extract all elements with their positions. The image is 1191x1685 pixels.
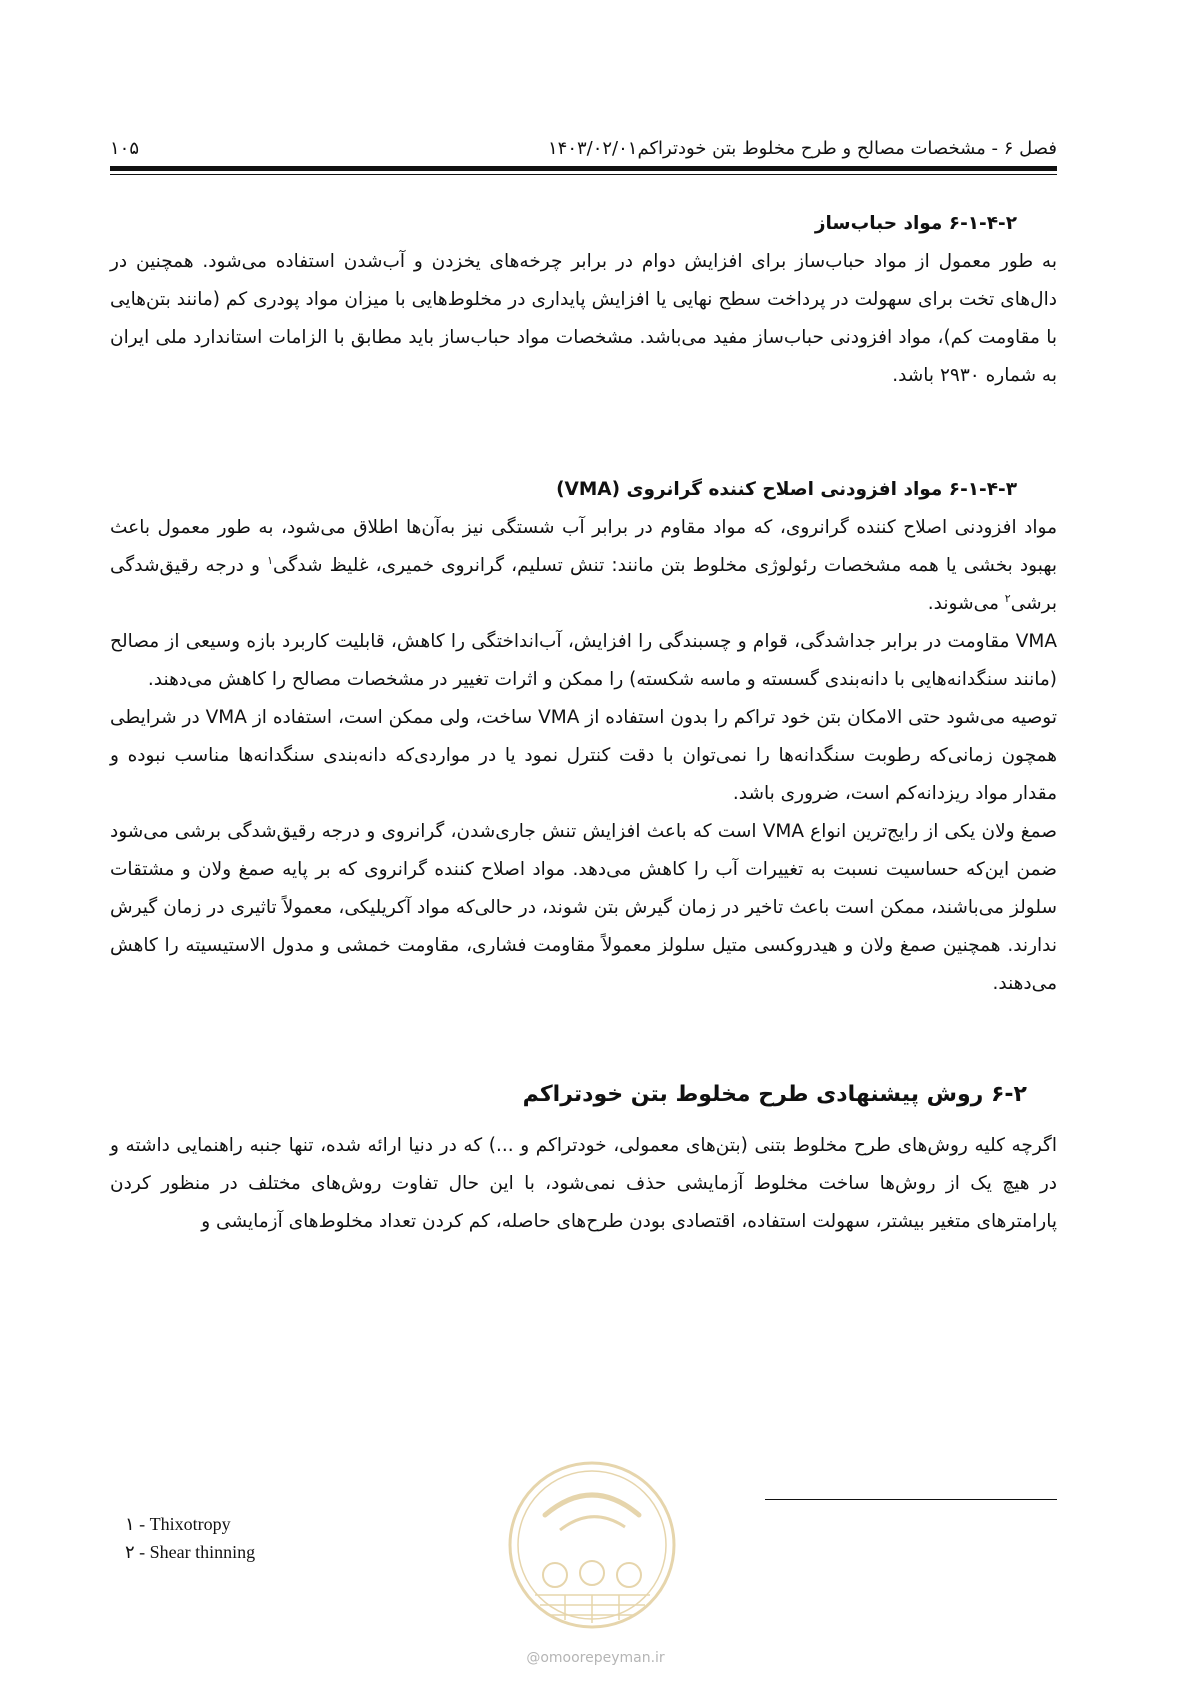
- paragraph-air-entraining: به طور معمول از مواد حباب‌ساز برای افزایش دوام در برابر چرخه‌های یخزدن و آب‌شدن استفاده می‌شود. همچنین در دال‌های تخت برای سهولت در پرداخت سطح نهایی یا افزایش پایداری در مخلوط‌هایی با میزان مواد پودری کم (مانند بتن‌هایی با مقاومت کم)، مواد افزودنی حباب‌ساز مفید می‌باشد. مشخصات مواد حباب‌ساز باید مطابق با الزامات استاندارد ملی ایران به شماره ۲۹۳۰ باشد.: [110, 251, 1057, 386]
- paragraph-vma-definition: [110, 509, 1057, 623]
- footnote-2: ۲ - Shear thinning: [125, 1542, 256, 1562]
- paragraph-vma-effects: VMA مقاومت در برابر جداشدگی، قوام و چسبندگی را افزایش، آب‌انداختگی را کاهش، قابلیت کاربرد بازه وسیعی از مصالح (مانند سنگدانه‌هایی با دانه‌بندی گسسته و ماسه شکسته) را ممکن و اثرات تغییر در مشخصات مصالح را کاهش می‌دهند.: [110, 631, 1057, 690]
- page-number: ۱۰۵: [110, 137, 140, 159]
- footnote-1: ۱ - Thixotropy: [125, 1514, 231, 1534]
- header-rule-thin: [110, 174, 1057, 175]
- section-heading-mix-design: ۶-۲ روش پیشنهادی طرح مخلوط بتن خودتراکم: [522, 1082, 1027, 1107]
- chapter-title: فصل ۶ - مشخصات مصالح و طرح مخلوط بتن خودتراکم۱۴۰۳/۰۲/۰۱: [547, 137, 1057, 159]
- paragraph-welan-gum: صمغ ولان یکی از رایج‌ترین انواع VMA است که باعث افزایش تنش جاری‌شدن، گرانروی و درجه رقیق‌شدگی برشی می‌شود ضمن این‌که حساسیت نسبت به تغییرات آب را کاهش می‌دهد. مواد اصلاح کننده گرانروی که بر پایه صمغ ولان و مشتقات سلولز می‌باشند، ممکن است باعث تاخیر در زمان گیرش بتن شوند، در حالی‌که مواد آکریلیکی، معمولاً تاثیری در زمان گیرش ندارند. همچنین صمغ ولان و هیدروکسی متیل سلولز معمولاً مقاومت فشاری، مقاومت خمشی و مدول الاستیسیته را کاهش می‌دهند.: [110, 821, 1057, 994]
- footnote-ref-2: ۲: [1004, 591, 1011, 605]
- footnotes: [125, 1510, 255, 1566]
- watermark-url: @omoorepeyman.ir: [526, 1650, 665, 1666]
- footnote-rule: [765, 1499, 1057, 1500]
- paragraph-text: می‌شوند.: [927, 593, 1005, 614]
- paragraph-vma-recommendation: توصیه می‌شود حتی الامکان بتن خود تراکم را بدون استفاده از VMA ساخت، ولی ممکن است، استفاده از VMA در شرایطی همچون زمانی‌که رطوبت سنگدانه‌ها را نمی‌توان با دقت کنترل نمود یا در مواردی‌که دانه‌بندی سنگدانه‌ها مناسب نبوده و مقدار مواد ریزدانه‌کم است، ضروری باشد.: [110, 707, 1057, 804]
- page-header: [110, 128, 1057, 168]
- paragraph-text: و درجه رقیق‌شدگی برشی: [110, 555, 1057, 614]
- paragraph-mix-design: اگرچه کلیه روش‌های طرح مخلوط بتنی (بتن‌های معمولی، خودتراکم و ...) که در دنیا ارائه شده، تنها جنبه راهنمایی داشته و در هیچ یک از روش‌ها ساخت مخلوط آزمایشی حذف نمی‌شود، با این حال تفاوت روش‌های مختلف در منظور کردن پارامترهای متغیر بیشتر، سهولت استفاده، اقتصادی بودن طرح‌های حاصله، کم کردن تعداد مخلوط‌های آزمایشی و: [110, 1135, 1057, 1232]
- watermark-seal-logo: [505, 1455, 680, 1640]
- section-heading-air-entraining: ۶-۱-۴-۲ مواد حباب‌ساز: [814, 213, 1017, 234]
- section-heading-vma: ۶-۱-۴-۳ مواد افزودنی اصلاح کننده گرانروی (VMA): [556, 479, 1017, 500]
- header-rule-thick: [110, 166, 1057, 171]
- footnote-ref-1: ۱: [267, 553, 273, 567]
- paragraph-text: مواد افزودنی اصلاح کننده گرانروی، که مواد مقاوم در برابر آب شستگی نیز به‌آن‌ها اطلاق می‌شود، به طور معمول باعث بهبود بخشی یا همه مشخصات رئولوژی مخلوط بتن مانند: تنش تسلیم، گرانروی خمیری، غلیظ شدگی: [110, 517, 1057, 576]
- page-body: [110, 205, 1057, 1241]
